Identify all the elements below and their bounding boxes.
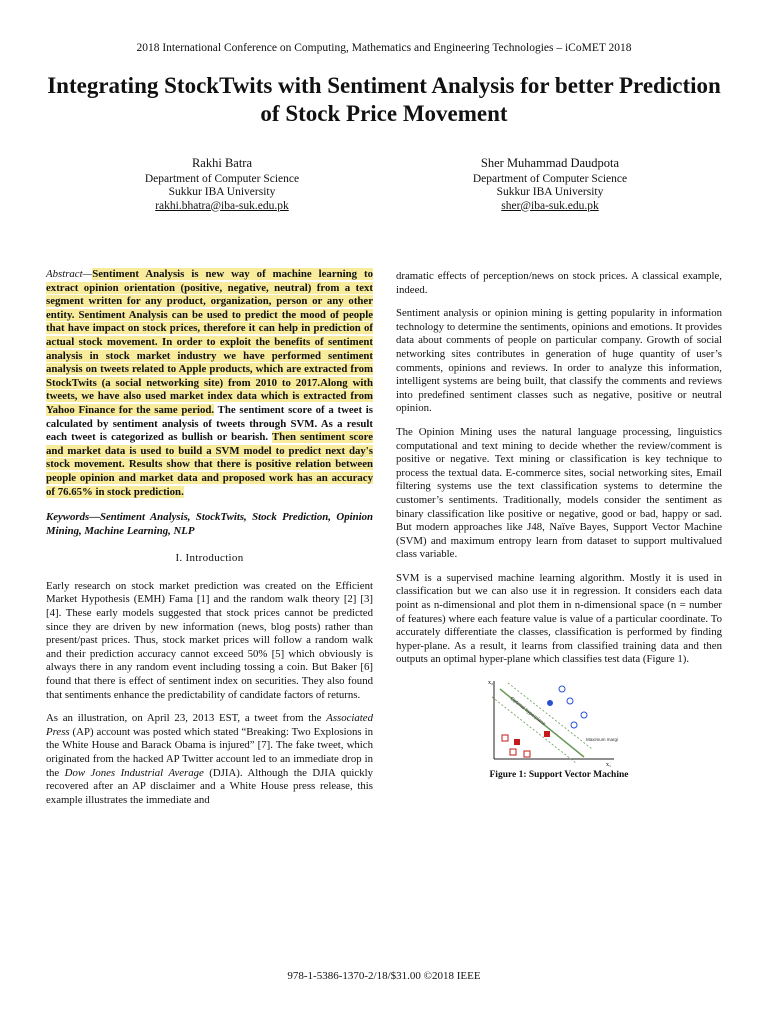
- support-vector-positive: [547, 700, 553, 706]
- author-department: Department of Computer Science: [144, 172, 300, 185]
- axis-label-x1: x₁: [606, 762, 612, 768]
- negative-point: [524, 751, 530, 757]
- author-email-link[interactable]: rakhi.bhatra@iba-suk.edu.pk: [155, 199, 289, 212]
- right-column: [396, 270, 722, 783]
- abstract-text: The sentiment score of a tweet is calculated by sentiment analysis of tweets through SVM. As a result each tweet is categorized as bullish or bearish.: [46, 403, 373, 444]
- support-vector-negative: [544, 731, 550, 737]
- author-name: Rakhi Batra: [191, 156, 253, 170]
- support-vector-negative: [514, 739, 520, 745]
- paragraph-text: (AP) account was posted which stated “Breaking: Two Explosions in the White House and Barack Obama is injured” [7]. The fake tweet, which originated from the hacked AP Twitter account led to an immediate drop in the: [46, 725, 373, 779]
- margin-line-lower: [492, 697, 576, 763]
- footer-copyright: 978-1-5386-1370-2/18/$31.00 ©2018 IEEE: [287, 970, 481, 982]
- paragraph-text: As an illustration, on April 23, 2013 EST, a tweet from the: [46, 712, 327, 725]
- paragraph-italic: Dow Jones Industrial Average: [64, 766, 204, 779]
- author-email-link[interactable]: sher@iba-suk.edu.pk: [501, 199, 599, 212]
- paper-title: Integrating StockTwits with Sentiment Analysis for better Prediction of Stock Price Movement: [47, 73, 721, 126]
- left-column: [46, 268, 373, 817]
- author-block-2: [400, 157, 700, 213]
- positive-point: [567, 698, 573, 704]
- abstract-label: Abstract—: [46, 268, 93, 280]
- negative-point: [502, 735, 508, 741]
- right-paragraph-2: Sentiment analysis or opinion mining is getting popularity in information technology to determine the sentiments, opinions and emotions. It provides data about comments of people on particular company. Growth of social networking sites contributes in generation of huge quantity of user’s comments, opinions and reviews. In order to analyze this information, intelligent systems are being built, that classify the comments and reviews into predefined sentiment classes such as negative, positive or neutral opinion.: [396, 307, 722, 415]
- author-university: Sukkur IBA University: [168, 186, 276, 198]
- figure-caption: Figure 1: Support Vector Machine: [489, 770, 629, 781]
- margin-line-upper: [508, 683, 592, 749]
- svm-diagram: [488, 677, 618, 767]
- abstract-highlight-2: Then sentiment score and market data is used to build a SVM model to predict next day's stock movement. Results show that there is positive relation between people opinion and market data and proposed work has an accuracy of 76.65% in stock prediction.: [46, 431, 373, 498]
- author-name: Sher Muhammad Daudpota: [480, 156, 620, 170]
- author-department: Department of Computer Science: [472, 172, 628, 185]
- hyperplane-label: Optimal hyperplane: [508, 695, 547, 728]
- positive-point: [571, 722, 577, 728]
- abstract-highlight-1: Sentiment Analysis is new way of machine learning to extract opinion orientation (positive, negative, neutral) from a text segment written for any product, organization, person or any other entity. Sentiment Analysis can be used to predict the mood of people that have impact on stock prices, therefore it can help in prediction of actual stock movement. In order to exploit the benefits of sentiment analysis in stock market industry we have performed sentiment analysis on tweets related to Apple products, which are extracted from StockTwits (a social networking site) from 2010 to 2017.Along with tweets, we have also used market index data which is extracted from Yahoo Finance for the same period.: [46, 268, 373, 416]
- keywords: Keywords—Sentiment Analysis, StockTwits, Stock Prediction, Opinion Mining, Machine Learning, NLP: [46, 511, 373, 537]
- section-heading: I. Introduction: [175, 552, 244, 565]
- intro-paragraph-1: Early research on stock market prediction was created on the Efficient Market Hypothesis (EMH) Fama [1] and the random walk theory [2] [3] [4]. These early models suggested that stock prices cannot be predicted since they are driven by new information (news, blog posts) rather than present/past prices. Thus, stock market prices will follow a random walk and their prediction accuracy cannot exceed 50% [5] which obviously is always there in any random event including tossing a coin. But Baker [6] found that there is effect of sentiment index on securities. They also found that sentiments enhance the predictability of candidate factors of returns.: [46, 579, 373, 701]
- right-paragraph-4: SVM is a supervised machine learning algorithm. Mostly it is used in classification but we can also use it in regression. It considers each data point as n-dimensional and plot them in n-dimensional space (n = number of features) where each feature value is value of a particular coordinate. To accurately differentiate the classes, classification is performed by finding hyper-plane. As a result, it learns from classified training data and then outputs an optimal hyper-plane which classifies test data (Figure 1).: [396, 571, 722, 666]
- author-block-1: [72, 157, 372, 213]
- conference-header: 2018 International Conference on Computing, Mathematics and Engineering Technologies – iCoMET 2018: [136, 42, 632, 54]
- axis-label-x2: x₂: [488, 680, 494, 687]
- paragraph-italic: Associated Press: [46, 712, 373, 738]
- intro-paragraph-2: [46, 712, 373, 807]
- abstract: [46, 268, 373, 499]
- positive-point: [581, 712, 587, 718]
- right-paragraph-3: The Opinion Mining uses the natural language processing, linguistics computational and text mining to decide whether the review/comment is positive or negative. Text mining or classification is key technique to process the textual data. E-commerce sites, social networking sites, Email filtering systems use the text classification systems to determine the customer’s sentiments. Traditionally, models consider the sentiment as binary classification like positive or negative, good or bad, happy or sad. But modern approaches like J48, Naïve Bayes, Support Vector Machine (SVM) and maximum entropy learn from dataset to support multivalued class variable.: [396, 425, 722, 561]
- author-university: Sukkur IBA University: [496, 186, 604, 198]
- right-paragraph-1: dramatic effects of perception/news on stock prices. A classical example, indeed.: [396, 270, 722, 296]
- negative-point: [510, 749, 516, 755]
- svm-figure: [488, 677, 618, 767]
- positive-point: [559, 686, 565, 692]
- paragraph-text: (DJIA). Although the DJIA quickly recovered after an AP disclaimer and a White House press release, this example illustrates the immediate and: [46, 766, 374, 806]
- margin-label: Maximum margin: [586, 737, 618, 743]
